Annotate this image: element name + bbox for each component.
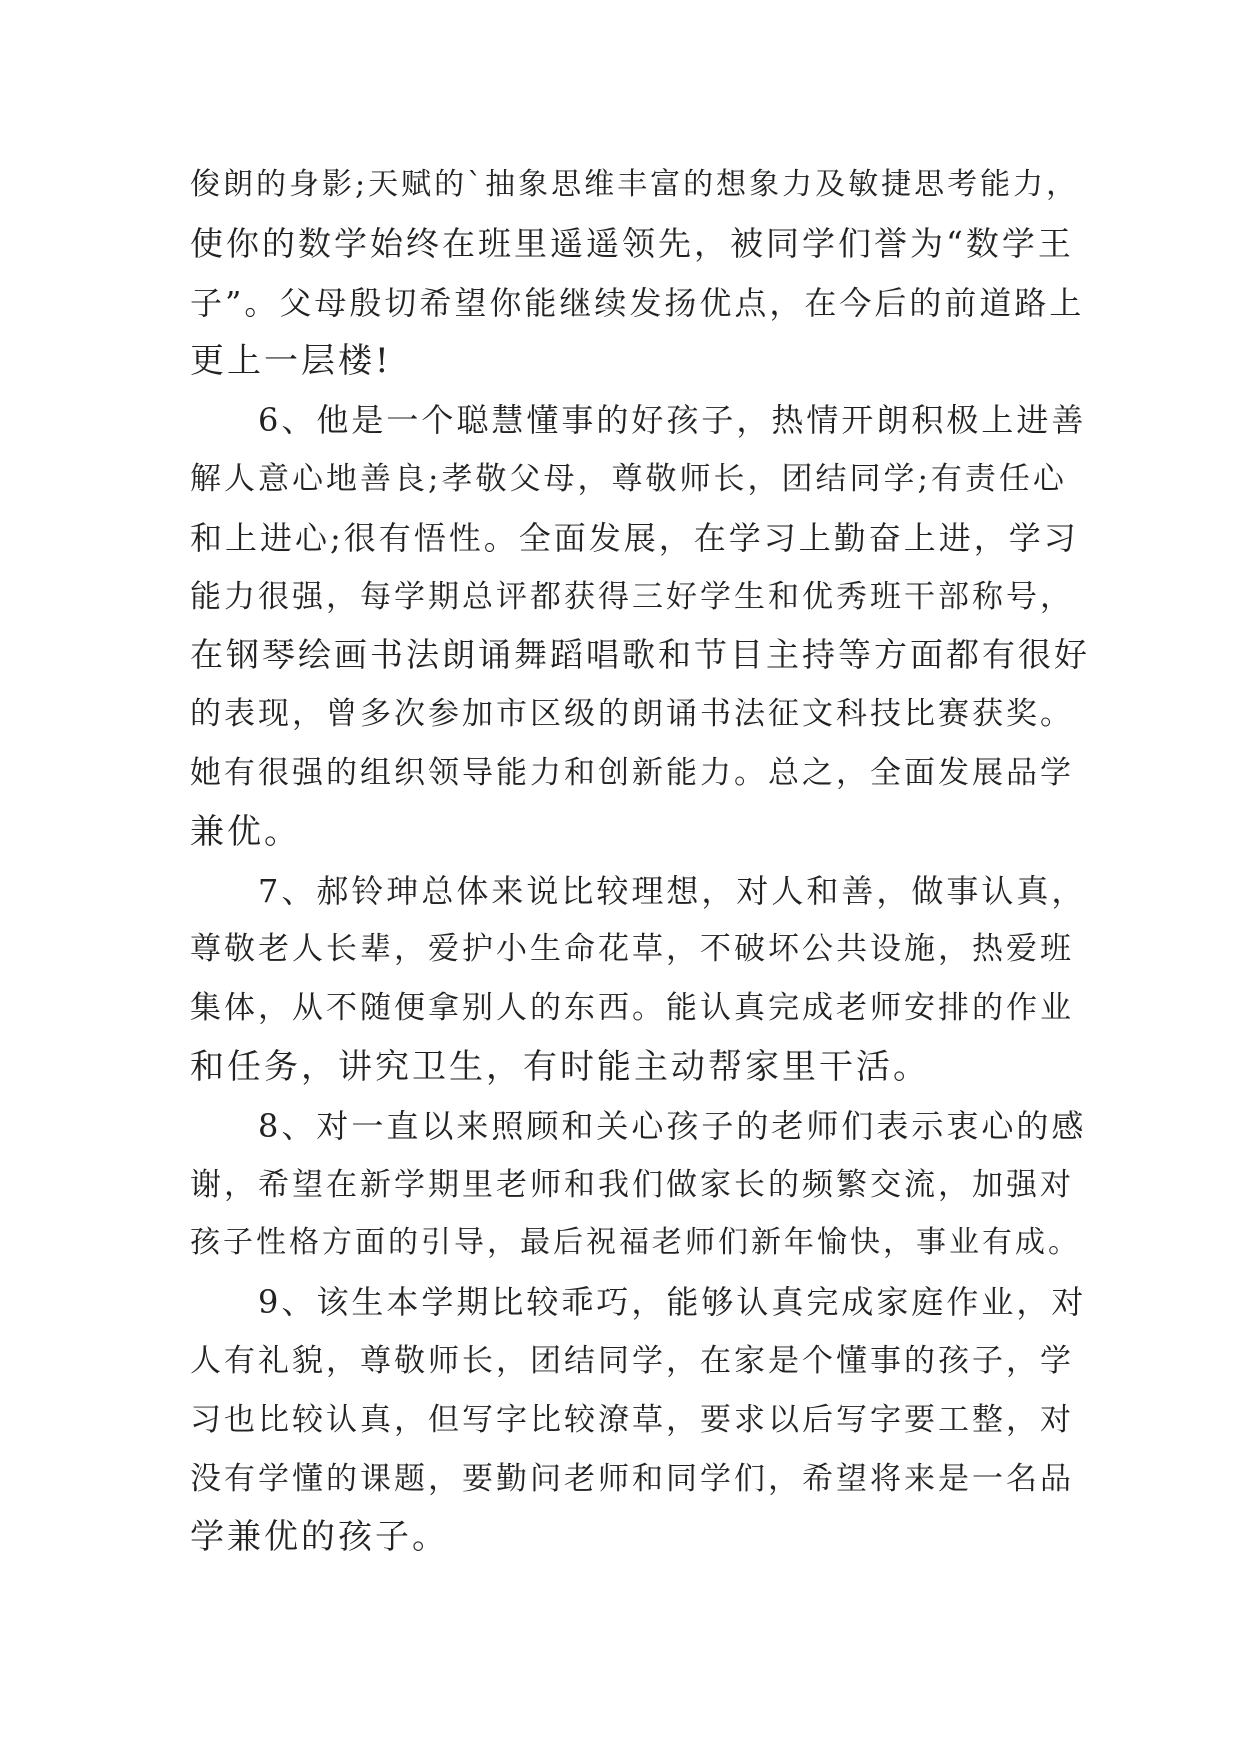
text-line: 和任务，讲究卫生，有时能主动帮家里干活。 [190,1046,930,1087]
text-line: 集体，从不随便拿别人的东西。能认真完成老师安排的作业 [190,990,1074,1027]
text-line: 更上一层楼! [190,341,392,382]
text-line: 孩子性格方面的引导，最后祝福老师们新年愉快，事业有成。 [190,1225,1081,1261]
text-line: 和上进心;很有悟性。全面发展，在学习上勤奋上进，学习 [190,518,1079,557]
text-line: 习也比较认真，但写字比较潦草，要求以后写字要工整，对 [190,1401,1074,1438]
paragraph-start-9: 9、该生本学期比较乖巧，能够认真完成家庭作业，对 [258,1283,1087,1322]
body-text [190,156,1090,1567]
paragraph-start-6: 6、他是一个聪慧懂事的好孩子，热情开朗积极上进善 [258,401,1087,440]
text-line: 使你的数学始终在班里遥遥领先，被同学们誉为“数学王 [190,223,1074,263]
text-line: 没有学懂的课题，要勤问老师和同学们，希望将来是一名品 [190,1460,1074,1497]
paragraph-start-8: 8、对一直以来照顾和关心孩子的老师们表示衷心的感 [258,1106,1087,1145]
text-line: 她有很强的组织领导能力和创新能力。总之，全面发展品学 [190,754,1074,791]
text-line: 在钢琴绘画书法朗诵舞蹈唱歌和节目主持等方面都有很好 [190,635,1090,675]
paragraph-start-7: 7、郝铃珅总体来说比较理想，对人和善，做事认真， [258,871,1087,910]
text-line: 谢，希望在新学期里老师和我们做家长的频繁交流，加强对 [190,1166,1074,1203]
text-line: 俊朗的身影;天赋的`抽象思维丰富的想象力及敏捷思考能力， [190,167,1080,202]
text-line: 子”。父母殷切希望你能继续发扬优点，在今后的前道路上 [190,283,1085,322]
text-line: 的表现，曾多次参加市区级的朗诵书法征文科技比赛获奖。 [190,696,1074,733]
text-line: 解人意心地善良;孝敬父母，尊敬师长，团结同学;有责任心 [190,460,1067,497]
text-line: 尊敬老人长辈，爱护小生命花草，不破坏公共设施，热爱班 [190,931,1074,968]
text-line: 人有礼貌，尊敬师长，团结同学，在家是个懂事的孩子，学 [190,1342,1074,1379]
text-line: 能力很强，每学期总评都获得三好学生和优秀班干部称号， [190,578,1074,615]
text-line: 兼优。 [190,811,301,852]
text-line: 学兼优的孩子。 [190,1517,449,1558]
